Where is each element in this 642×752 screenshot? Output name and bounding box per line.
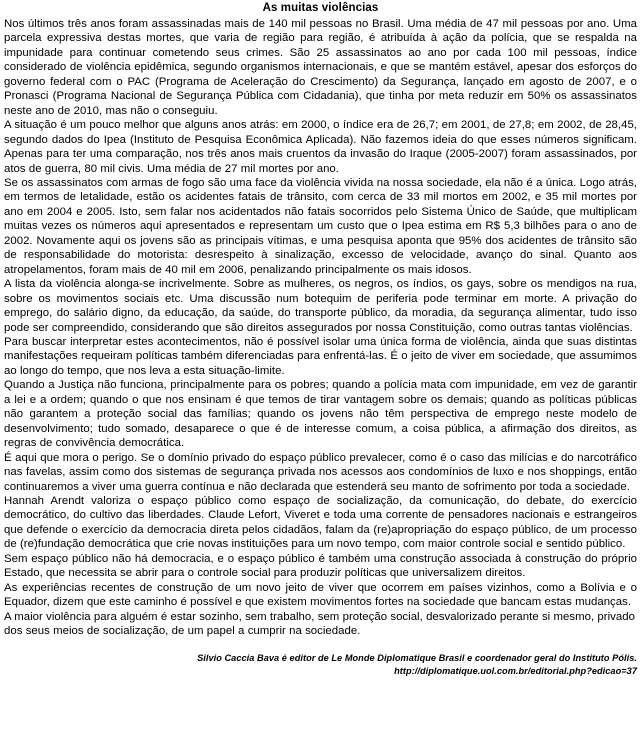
article-body: [4, 17, 637, 638]
page-title: As muitas violências: [262, 2, 379, 14]
paragraph: Se os assassinatos com armas de fogo são uma face da violência vivida na nossa sociedade, ela não é a única. Logo atrás, em termos de letalidade, estão os acidentes fatais de trânsito, com cerca de 33 mil mortos em 2002, e 35 mil mortes por ano em 2004 e 2005. Isto, sem falar nos acidentados não fatais socorridos pelo Sistema Único de Saúde, que multiplicam muitas vezes os números aqui apresentados e representam um custo que o Ipea estima em R$ 5,3 bilhões para o ano de 2002. Novamente aqui os jovens são as principais vítimas, e uma pesquisa aponta que 95% dos acidentes de trânsito são de responsabilidade do motorista: desrespeito à sinalização, excesso de velocidade, avanço do sinal. Quanto aos atropelamentos, foram mais de 40 mil em 2006, penalizando principalmente os mais idosos.: [4, 176, 637, 276]
paragraph: É aqui que mora o perigo. Se o domínio privado do espaço público prevalecer, como é o caso das milícias e do narcotráfico nas favelas, assim como dos sistemas de segurança privada nos acessos aos condomínios de luxo e nos shoppings, então continuaremos a viver uma guerra contínua e não declarada que estenderá seu manto de sofrimento por toda a sociedade.: [4, 451, 637, 493]
paragraph: Hannah Arendt valoriza o espaço público como espaço de socialização, da comunicação, do debate, do exercício democrático, do cultivo das liberdades. Claude Lefort, Viveret e toda uma corrente de pensadores nacionais e estrangeiros que defende o exercício da democracia direta pelos cidadãos, falam da (re)apropriação do espaço público, de um processo de (re)fundação democrática que crie novas instituições para um novo tempo, com maior controle social e sentido público.: [4, 494, 637, 551]
paragraph: Para buscar interpretar estes acontecimentos, não é possível isolar uma única forma de violência, ainda que suas distintas manifestações requeiram políticas também diferenciadas para enfrentá-las. É o jeito de viver em sociedade, que assumimos ao longo do tempo, que nos leva a esta situação-limite.: [4, 335, 637, 377]
paragraph: A lista da violência alonga-se incrivelmente. Sobre as mulheres, os negros, os índios, os gays, sobre os mendigos na rua, sobre os movimentos sociais etc. Uma discussão num botequim de periferia pode terminar em morte. A privação do emprego, do salário digno, da educação, da saúde, do transporte público, da moradia, da segurança alimentar, tudo isso pode ser compreendido, considerando que são direitos assegurados por nossa Constituição, como outras tantas violências.: [4, 278, 637, 334]
paragraph: Quando a Justiça não funciona, principalmente para os pobres; quando a polícia mata com impunidade, em vez de garantir a lei e a ordem; quando o que nos ensinam é que temos de tirar vantagem sobre os demais; quando as políticas públicas não garantem a proteção social das famílias; quando os jovens não têm perspectiva de emprego neste modelo de desenvolvimento; tudo somado, desaparece o que é de interesse comum, a coisa pública, a afirmação dos direitos, as regras de convivência democrática.: [4, 379, 637, 450]
document-page: [0, 1, 642, 752]
article-footer: [4, 652, 637, 677]
source-url-link[interactable]: http://diplomatique.uol.com.br/editorial.php?edicao=37: [394, 665, 637, 676]
paragraph: As experiências recentes de construção de um novo jeito de viver que ocorrem em países vizinhos, como a Bolívia e o Equador, dizem que este caminho é possível e que existem movimentos fortes na sociedade que bancam estas mudanças.: [4, 581, 637, 609]
paragraph: Sem espaço público não há democracia, e o espaço público é também uma construção associada à construção do próprio Estado, que necessita se abrir para o controle social para produzir políticas que universalizem direitos.: [4, 552, 637, 580]
paragraph: Nos últimos três anos foram assassinadas mais de 140 mil pessoas no Brasil. Uma média de 47 mil pessoas por ano. Uma parcela expressiva destas mortes, que varia de região para região, é atribuída à ação da polícia, que se respalda na impunidade para continuar cometendo seus crimes. São 25 assassinatos ao ano por cada 100 mil pessoas, índice considerado de violência epidêmica, segundo organismos internacionais, e que se mantém estável, apesar dos esforços do governo federal com o PAC (Programa de Aceleração do Crescimento) da Segurança, lançado em agosto de 2007, e o Pronasci (Programa Nacional de Segurança Pública com Cidadania), que tinha por meta reduzir em 50% os assassinatos neste ano de 2010, mas não o conseguiu.: [4, 18, 637, 117]
author-credit: Silvio Caccia Bava é editor de Le Monde Diplomatique Brasil e coordenador geral do Instituto Pólis.: [197, 653, 637, 664]
paragraph: A maior violência para alguém é estar sozinho, sem trabalho, sem proteção social, desvalorizado perante si mesmo, privado dos seus meios de socialização, de um papel a cumprir na sociedade.: [4, 610, 635, 638]
paragraph: A situação é um pouco melhor que alguns anos atrás: em 2000, o índice era de 26,7; em 2001, de 27,8; em 2002, de 28,45, segundo dados do Ipea (Instituto de Pesquisa Econômica Aplicada). Não fazemos ideia do que esses números significam. Apenas para ter uma comparação, nos três anos mais cruentos da invasão do Iraque (2005-2007) foram assassinados, por atos de guerra, 80 mil civis. Uma média de 27 mil mortes por ano.: [4, 119, 637, 175]
